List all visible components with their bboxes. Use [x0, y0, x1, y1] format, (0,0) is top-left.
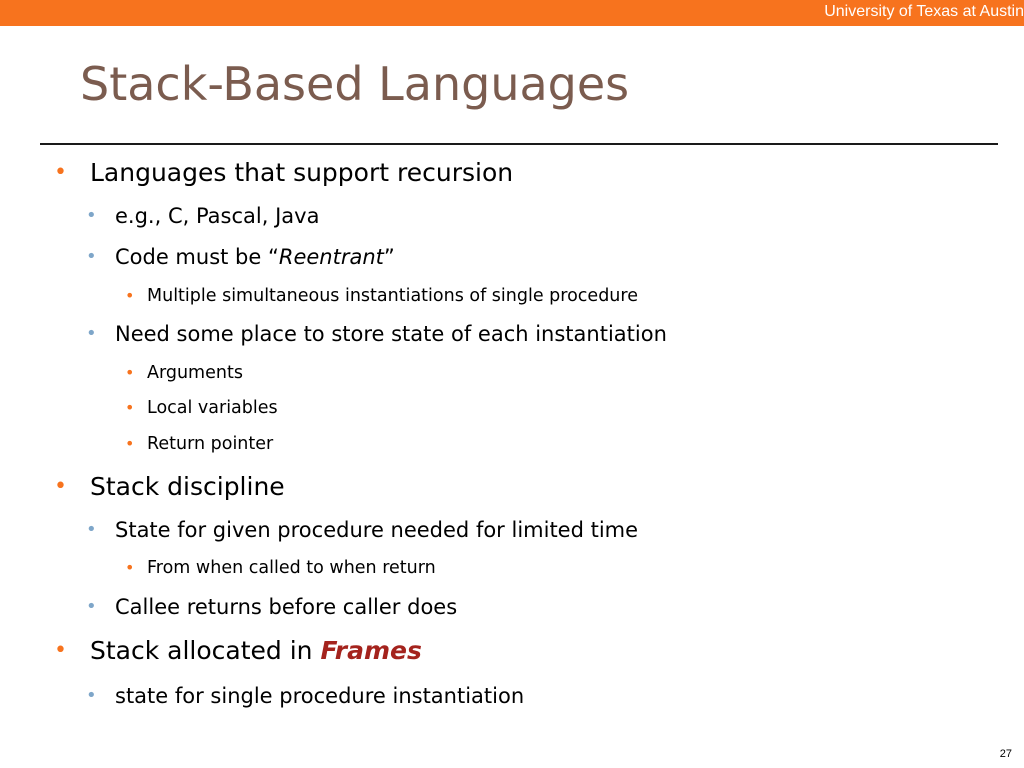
bullet-dot-icon: • — [125, 558, 135, 577]
header-bar — [0, 0, 1024, 26]
bullet-text: Callee returns before caller does — [115, 595, 458, 619]
reentrant-emphasis: Reentrant — [278, 245, 384, 269]
bullet-text: From when called to when return — [147, 558, 436, 578]
bullet-text: state for single procedure instantiation — [115, 684, 525, 708]
bullet-dot-icon: • — [86, 685, 97, 706]
bullet-text: State for given procedure needed for limited time — [115, 518, 639, 542]
title-divider — [40, 143, 998, 145]
bullet-text-suffix: ” — [383, 245, 395, 269]
bullet-dot-icon: • — [125, 434, 135, 453]
bullet-text: Languages that support recursion — [90, 158, 514, 187]
frames-emphasis: Frames — [320, 636, 422, 665]
bullet-text: e.g., C, Pascal, Java — [115, 204, 320, 228]
organization-name: University of Texas at Austin — [824, 3, 1024, 20]
bullet-text: Arguments — [147, 363, 243, 383]
bullet-dot-icon: • — [86, 323, 97, 344]
slide-title: Stack-Based Languages — [80, 57, 630, 111]
bullet-text: Stack discipline — [90, 472, 285, 501]
bullet-text-prefix: Code must be “ — [115, 245, 279, 269]
bullet-dot-icon: • — [54, 160, 67, 185]
bullet-text — [90, 635, 422, 667]
bullet-dot-icon: • — [54, 638, 67, 663]
bullet-dot-icon: • — [125, 363, 135, 382]
bullet-dot-icon: • — [125, 398, 135, 417]
bullet-dot-icon: • — [125, 286, 135, 305]
bullet-text-prefix: Stack allocated in — [90, 636, 321, 665]
bullet-text: Multiple simultaneous instantiations of single procedure — [147, 286, 638, 306]
bullet-dot-icon: • — [86, 205, 97, 226]
bullet-dot-icon: • — [86, 596, 97, 617]
bullet-dot-icon: • — [54, 474, 67, 499]
bullet-dot-icon: • — [86, 246, 97, 267]
bullet-text: Return pointer — [147, 434, 274, 454]
page-number: 27 — [999, 748, 1012, 760]
bullet-dot-icon: • — [86, 519, 97, 540]
bullet-text: Need some place to store state of each instantiation — [115, 322, 667, 346]
bullet-text: Local variables — [147, 398, 278, 418]
bullet-text — [115, 243, 395, 271]
